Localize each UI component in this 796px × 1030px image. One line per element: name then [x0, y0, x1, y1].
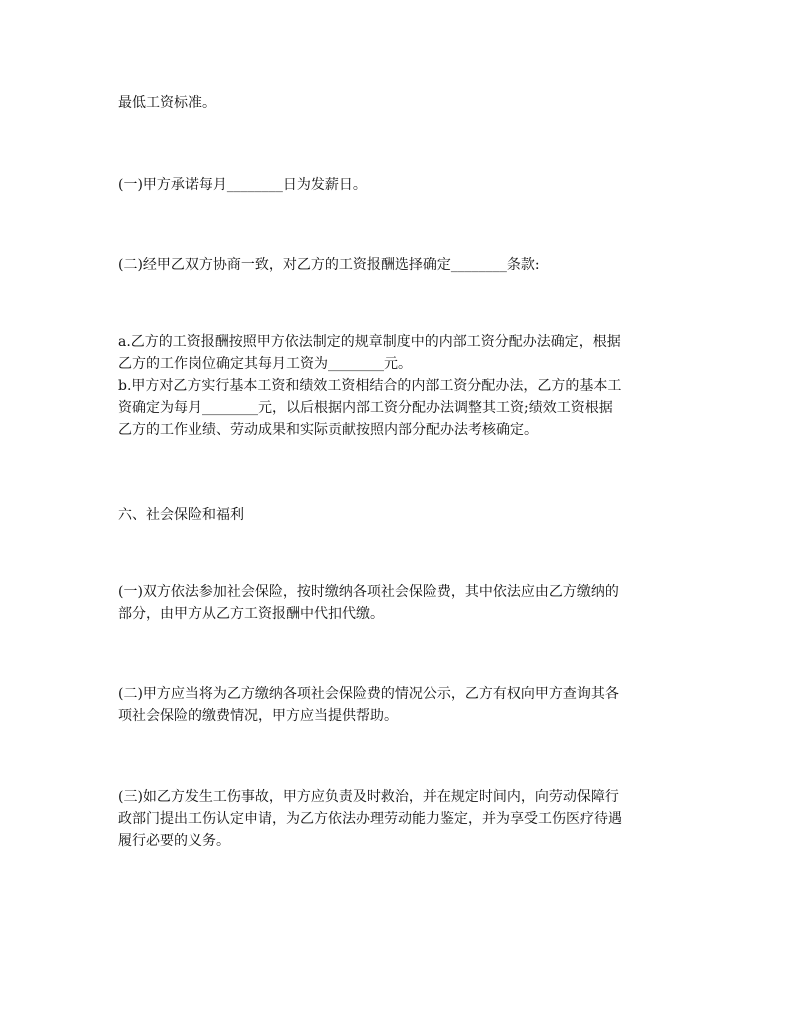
- clause-a-line-1: a.乙方的工资报酬按照甲方依法制定的规章制度中的内部工资分配办法确定，根据: [118, 334, 621, 350]
- insurance-item-1-line-1: (一)双方依法参加社会保险，按时缴纳各项社会保险费，其中依法应由乙方缴纳的: [118, 584, 619, 600]
- clause-b-line-1: b.甲方对乙方实行基本工资和绩效工资相结合的内部工资分配办法，乙方的基本工: [118, 378, 622, 394]
- paragraph-minimum-wage-end: 最低工资标准。: [118, 95, 216, 111]
- insurance-item-3-line-3: 履行必要的义务。: [118, 833, 230, 849]
- paragraph-payday: (一)甲方承诺每月________日为发薪日。: [118, 177, 367, 193]
- insurance-item-2-line-1: (二)甲方应当将为乙方缴纳各项社会保险费的情况公示，乙方有权向甲方查询其各: [118, 686, 619, 702]
- insurance-item-1-line-2: 部分，由甲方从乙方工资报酬中代扣代缴。: [118, 606, 384, 622]
- insurance-item-3-line-2: 政部门提出工伤认定申请，为乙方依法办理劳动能力鉴定，并为享受工伤医疗待遇: [118, 811, 622, 827]
- clause-b-line-3: 乙方的工作业绩、劳动成果和实际贡献按照内部分配办法考核确定。: [118, 422, 538, 438]
- insurance-item-3-line-1: (三)如乙方发生工伤事故，甲方应负责及时救治，并在规定时间内，向劳动保障行: [118, 789, 619, 805]
- insurance-item-2-line-2: 项社会保险的缴费情况，甲方应当提供帮助。: [118, 708, 398, 724]
- clause-b-line-2: 资确定为每月________元，以后根据内部工资分配办法调整其工资;绩效工资根据: [118, 400, 613, 416]
- section-heading-social-insurance: 六、社会保险和福利: [118, 507, 244, 523]
- clause-a-line-2: 乙方的工作岗位确定其每月工资为________元。: [118, 356, 412, 372]
- paragraph-wage-clause-choice: (二)经甲乙双方协商一致，对乙方的工资报酬选择确定________条款:: [118, 257, 540, 273]
